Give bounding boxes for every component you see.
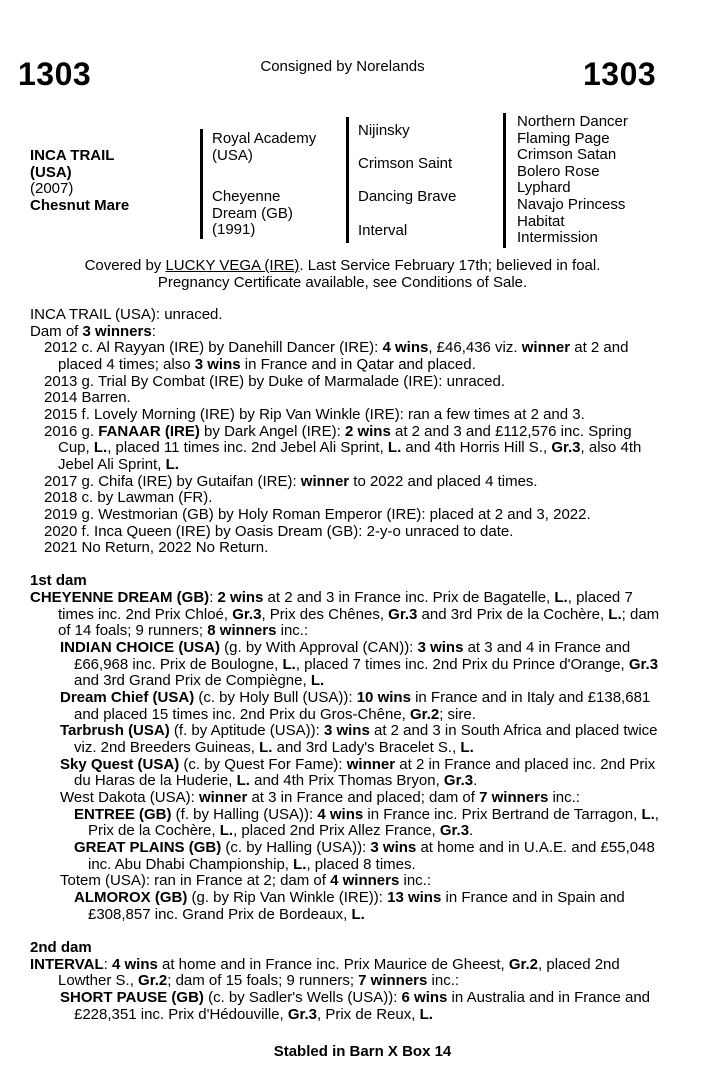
cover-note bbox=[0, 258, 685, 291]
pedigree-notes bbox=[30, 307, 660, 1023]
pedigree-third-generation: Northern Dancer Flaming Page Crimson Satan Bolero Rose Lyphard Navajo Princess Habitat Intermission bbox=[517, 113, 628, 247]
pedigree-sire: Royal Academy (USA) bbox=[212, 130, 317, 164]
covering-stallion: LUCKY VEGA (IRE) bbox=[165, 257, 300, 274]
cover-suffix: . Last Service February 17th; believed in foal. bbox=[299, 257, 601, 274]
produce-record: 2019 g. Westmorian (GB) by Holy Roman Emperor (IRE): placed at 2 and 3, 2022. bbox=[44, 505, 591, 523]
grand-progeny-record: ENTREE (GB) (f. by Halling (USA)): 4 wins in France inc. Prix Bertrand de Tarragon, L., Prix de la Cochère, L., placed 2nd Prix Allez France, Gr.3. bbox=[74, 805, 659, 840]
pedigree-dam-dam: Interval bbox=[358, 222, 408, 239]
progeny-record: Tarbrush (USA) (f. by Aptitude (USA)): 3 wins at 2 and 3 in South Africa and placed twice viz. 2nd Breeders Guineas, L. and 3rd Lady's Bracelet S., L. bbox=[60, 722, 658, 757]
first-dam-record: CHEYENNE DREAM (GB): 2 wins at 2 and 3 in France inc. Prix de Bagatelle, L., placed 7 times inc. 2nd Prix Chloé, Gr.3, Prix des Chênes, Gr.3 and 3rd Prix de la Cochère, L.; dam of 14 foals; 9 runners; 8 winners inc.: bbox=[30, 589, 660, 640]
pedigree-dam: Cheyenne Dream (GB) (1991) bbox=[212, 188, 293, 239]
section-heading-1st-dam: 1st dam bbox=[30, 572, 87, 590]
produce-record: 2018 c. by Lawman (FR). bbox=[44, 489, 213, 507]
pedigree-sire-sire: Nijinsky bbox=[358, 122, 410, 139]
pedigree-sire-dam: Crimson Saint bbox=[358, 155, 453, 172]
lot-number-left: 1303 bbox=[18, 56, 92, 92]
pedigree-bracket-2 bbox=[346, 117, 349, 243]
produce-record: 2014 Barren. bbox=[44, 389, 131, 407]
produce-record: 2021 No Return, 2022 No Return. bbox=[44, 539, 269, 557]
grand-progeny-record: ALMOROX (GB) (g. by Rip Van Winkle (IRE)): 13 wins in France and in Spain and £308,857 inc. Grand Prix de Bordeaux, L. bbox=[74, 888, 625, 923]
progeny-record: Sky Quest (USA) (c. by Quest For Fame): winner at 2 in France and placed inc. 2nd Prix du Haras de la Huderie, L. and 4th Prix Thomas Bryon, Gr.3. bbox=[60, 755, 656, 790]
stabling-footer: Stabled in Barn X Box 14 bbox=[273, 1043, 452, 1060]
progeny-record: INDIAN CHOICE (USA) (g. by With Approval (CAN)): 3 wins at 3 and 4 in France and £66,968 inc. Prix de Boulogne, L., placed 7 times inc. 2nd Prix du Prince d'Orange, Gr.3 and 3rd Grand Prix de Compiègne, L. bbox=[60, 639, 659, 690]
cover-certificate-line: Pregnancy Certificate available, see Conditions of Sale. bbox=[157, 273, 528, 291]
pedigree-bracket-1 bbox=[200, 129, 203, 239]
produce-record: 2016 g. FANAAR (IRE) by Dark Angel (IRE): 2 wins at 2 and 3 and £112,576 inc. Spring Cup, L., placed 11 times inc. 2nd Jebel Ali Sprint, L. and 4th Horris Hill S., Gr.3, also 4th Jebel Ali Sprint, L. bbox=[44, 422, 642, 473]
produce-record: 2020 f. Inca Queen (IRE) by Oasis Dream (GB): 2-y-o unraced to date. bbox=[44, 522, 514, 540]
progeny-record: SHORT PAUSE (GB) (c. by Sadler's Wells (USA)): 6 wins in Australia and in France and £228,351 inc. Prix d'Hédouville, Gr.3, Prix de Reux, L. bbox=[60, 988, 651, 1023]
consignor-line: Consigned by Norelands bbox=[260, 58, 425, 75]
second-dam-record: INTERVAL: 4 wins at home and in France inc. Prix Maurice de Gheest, Gr.2, placed 2nd Lowther S., Gr.2; dam of 15 foals; 9 runners; 7 winners inc.: bbox=[30, 955, 620, 990]
dam-of-line: Dam of 3 winners: bbox=[30, 322, 156, 340]
produce-record: 2015 f. Lovely Morning (IRE) by Rip Van Winkle (IRE): ran a few times at 2 and 3. bbox=[44, 405, 585, 423]
produce-record: 2012 c. Al Rayyan (IRE) by Danehill Dancer (IRE): 4 wins, £46,436 viz. winner at 2 and placed 4 times; also 3 wins in France and in Qatar and placed. bbox=[44, 339, 629, 373]
progeny-record: Dream Chief (USA) (c. by Holy Bull (USA)): 10 wins in France and in Italy and £138,681 and placed 15 times inc. 2nd Prix du Gros-Chêne, Gr.2; sire. bbox=[60, 689, 651, 723]
horse-year: (2007) bbox=[30, 180, 74, 197]
horse-name: INCA TRAIL (USA) bbox=[30, 147, 115, 181]
lot-number-right: 1303 bbox=[583, 56, 657, 92]
progeny-record: West Dakota (USA): winner at 3 in France and placed; dam of 7 winners inc.: bbox=[60, 789, 580, 807]
grand-progeny-record: GREAT PLAINS (GB) (c. by Halling (USA)): 3 wins at home and in U.A.E. and £55,048 inc. Abu Dhabi Championship, L., placed 8 times. bbox=[74, 838, 655, 873]
section-heading-2nd-dam: 2nd dam bbox=[30, 938, 92, 956]
horse-sex: Chesnut Mare bbox=[30, 197, 130, 214]
pedigree-dam-sire: Dancing Brave bbox=[358, 188, 457, 205]
horse-summary: INCA TRAIL (USA): unraced. bbox=[30, 306, 223, 323]
produce-record: 2013 g. Trial By Combat (IRE) by Duke of Marmalade (IRE): unraced. bbox=[44, 372, 506, 390]
produce-record: 2017 g. Chifa (IRE) by Gutaifan (IRE): winner to 2022 and placed 4 times. bbox=[44, 472, 538, 490]
progeny-record: Totem (USA): ran in France at 2; dam of 4 winners inc.: bbox=[60, 872, 431, 890]
cover-prefix: Covered by bbox=[84, 257, 166, 274]
pedigree-bracket-3 bbox=[503, 113, 506, 248]
